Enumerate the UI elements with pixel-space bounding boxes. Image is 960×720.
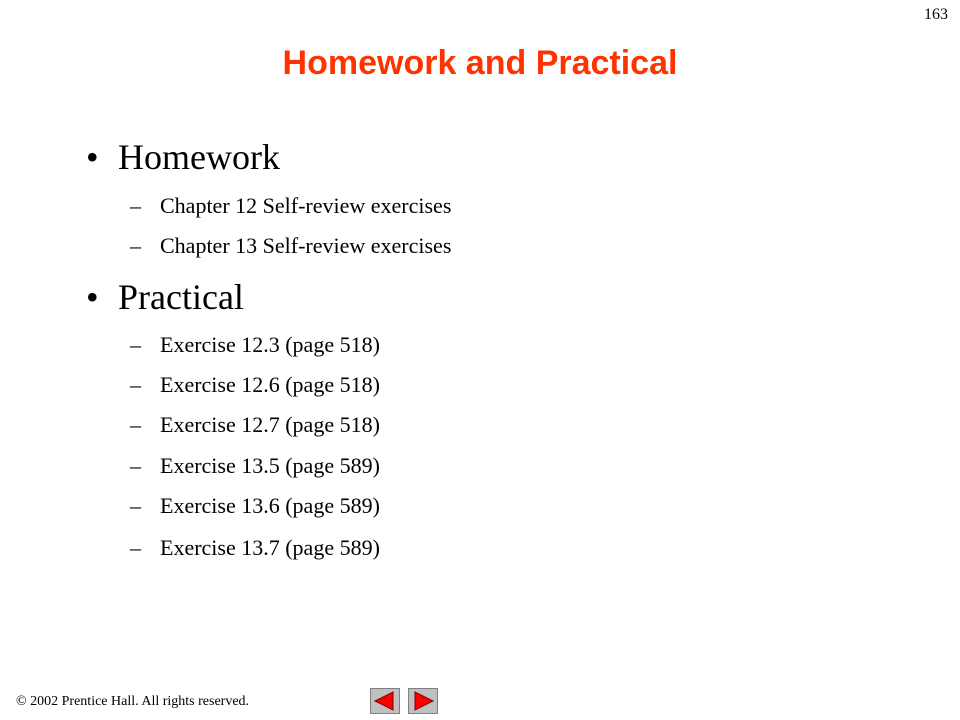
bullet-icon: • [86,277,99,317]
dash-icon: – [130,493,141,518]
list-item [130,535,380,561]
list-item-label: Exercise 12.7 (page 518) [160,412,380,437]
list-item-label: Chapter 13 Self-review exercises [160,233,452,258]
section-heading-practical [86,277,244,317]
dash-icon: – [130,535,141,560]
list-item-label: Exercise 12.6 (page 518) [160,372,380,397]
dash-icon: – [130,372,141,397]
next-slide-button[interactable] [408,688,438,714]
copyright-symbol: © [16,694,27,709]
slide-title: Homework and Practical [282,44,678,82]
list-item [130,233,451,259]
list-item [130,453,380,479]
previous-slide-button[interactable] [370,688,400,714]
section-heading-homework [86,137,280,177]
dash-icon: – [130,233,141,258]
list-item [130,372,380,398]
bullet-icon: • [86,137,99,177]
section-heading-label: Homework [118,137,280,177]
list-item-label: Exercise 12.3 (page 518) [160,332,380,357]
list-item-label: Chapter 12 Self-review exercises [160,193,452,218]
list-item [130,493,380,519]
dash-icon: – [130,193,141,218]
copyright-notice [16,694,249,710]
dash-icon: – [130,453,141,478]
list-item [130,193,451,219]
dash-icon: – [130,332,141,357]
list-item [130,412,380,438]
section-heading-label: Practical [118,277,244,317]
left-arrow-icon [371,689,399,713]
copyright-text: 2002 Prentice Hall. All rights reserved. [30,694,250,709]
dash-icon: – [130,412,141,437]
list-item-label: Exercise 13.5 (page 589) [160,453,380,478]
right-arrow-icon [409,689,437,713]
list-item [130,332,380,358]
page-number: 163 [924,6,948,23]
list-item-label: Exercise 13.6 (page 589) [160,493,380,518]
list-item-label: Exercise 13.7 (page 589) [160,535,380,560]
